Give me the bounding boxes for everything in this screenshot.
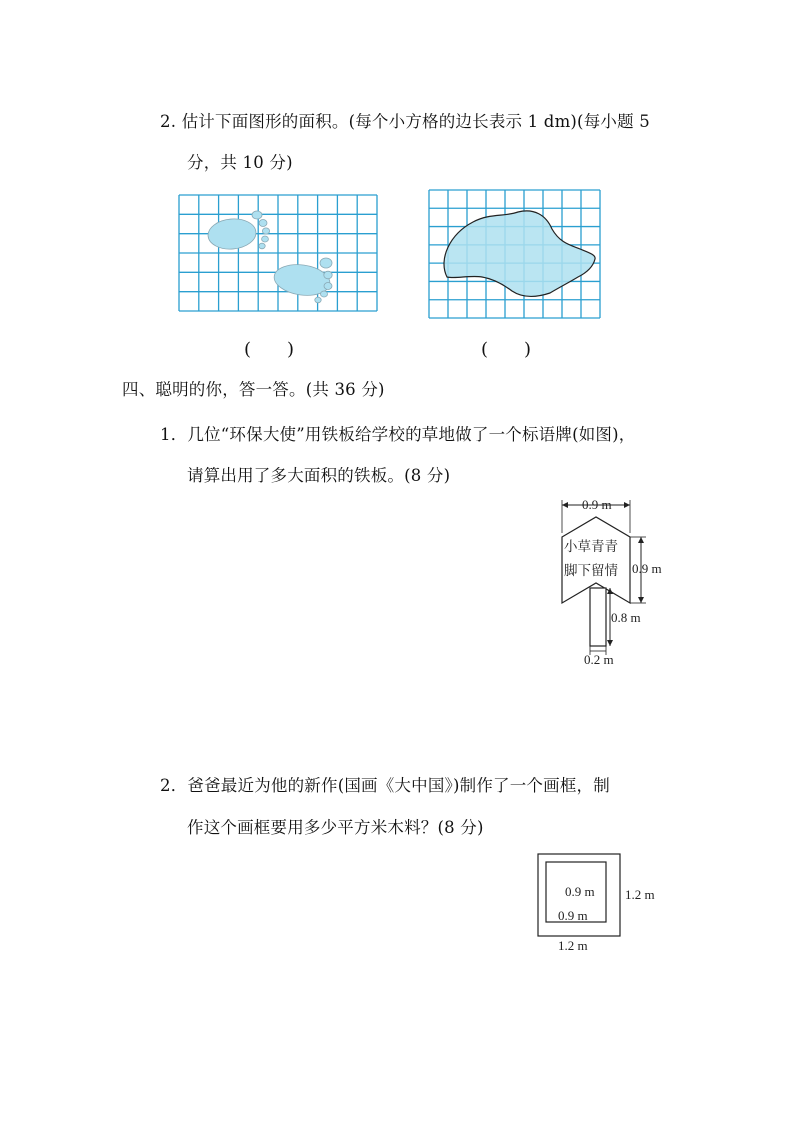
dim-inner-width: 0.9 m — [558, 908, 588, 923]
question-4-2-text-line1: 2．爸爸最近为他的新作(国画《大中国》)制作了一个画框，制 — [160, 776, 610, 795]
question-4-1-text-line1: 1．几位“环保大使”用铁板给学校的草地做了一个标语牌(如图)， — [160, 425, 636, 444]
sign-text-line1: 小草青青 — [564, 539, 618, 555]
dim-outer-width: 1.2 m — [558, 938, 588, 953]
dim-post-height: 0.8 m — [611, 610, 641, 625]
section-4-heading: 四、聪明的你，答一答。(共 36 分) — [122, 380, 385, 399]
dim-top-width: 0.9 m — [582, 497, 612, 512]
answer-blank-left[interactable]: ( ) — [244, 339, 295, 360]
dim-post-width: 0.2 m — [584, 652, 614, 667]
sign-board-figure — [540, 495, 700, 670]
dim-inner-height: 0.9 m — [565, 884, 595, 899]
question-2-text-line1: 2. 估计下面图形的面积。(每个小方格的边长表示 1 dm)(每小题 5 — [160, 112, 650, 131]
footprint-grid-figure — [178, 194, 378, 314]
dim-body-height: 0.9 m — [632, 561, 662, 576]
question-4-1-text-line2: 请算出用了多大面积的铁板。(8 分) — [187, 466, 451, 485]
footprint-right — [272, 258, 332, 303]
blob-grid-figure — [428, 189, 601, 319]
picture-frame-figure — [532, 850, 682, 960]
answer-blank-right[interactable]: ( ) — [481, 339, 532, 360]
sign-post — [590, 588, 606, 646]
question-2-text-line2: 分，共 10 分) — [187, 153, 293, 172]
question-4-2-text-line2: 作这个画框要用多少平方米木料？(8 分) — [187, 818, 484, 837]
sign-text-line2: 脚下留情 — [564, 563, 618, 579]
dim-outer-height: 1.2 m — [625, 887, 655, 902]
